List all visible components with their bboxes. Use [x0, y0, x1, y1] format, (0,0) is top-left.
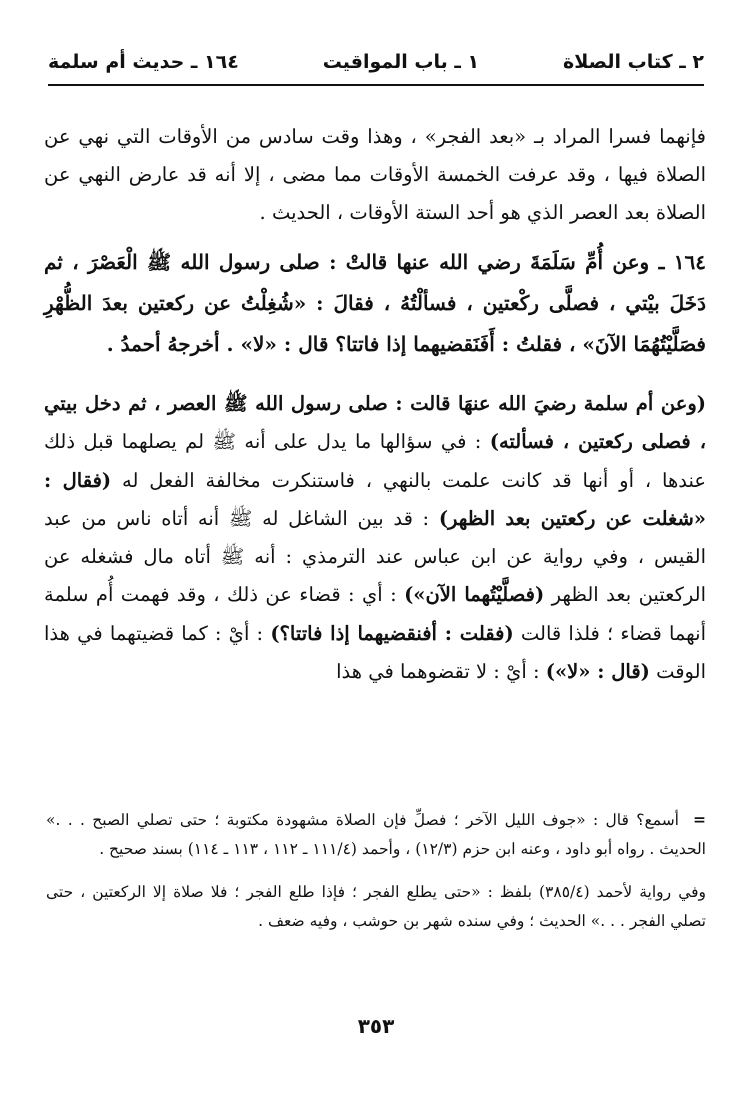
commentary-quote-5: (قال : «لا»): [545, 660, 650, 684]
header-hadith-reference: ١٦٤ ـ حديث أم سلمة: [48, 51, 239, 73]
hadith-number: ١٦٤ ـ: [658, 250, 706, 274]
header-divider: [48, 84, 704, 86]
footnote-2: وفي رواية لأحمد (٣٨٥/٤) بلفظ : «حتى يطلع الفجر ؛ فإذا طلع الفجر ؛ فلا صلاة إلا الركعتين ، حتى تصلي الفجر . . .» الحديث ؛ وفي سنده شهر بن حوشب ، وفيه ضعف .: [46, 883, 707, 930]
header-chapter-title: ١ ـ باب المواقيت: [322, 51, 480, 73]
footnote-1-text: أسمع؟ قال : «جوف الليل الآخر ؛ فصلِّ فإن الصلاة مشهودة مكتوبة ؛ حتى تصلي الصبح . . .» الحديث . رواه أبو داود ، وعنه ابن حزم (١٢/٣) ، وأحمد (١١١/٤ ـ ١١٢ ، ١١٣ ـ ١١٤) بسند صحيح .: [46, 811, 706, 858]
commentary-quote-1: (وعن أم سلمة رضيَ الله عنهَا قالت : صلى رسول الله ﷺ العصر ، ثم دخل بيتي ، فصلى ركعتين ، فسألته): [44, 392, 706, 454]
opening-paragraph: فإنهما فسرا المراد بـ «بعد الفجر» ، وهذا وقت سادس من الأوقات التي نهي عن الصلاة فيها ، وقد عرفت الخمسة الأوقات مما مضى ، إلا أنه قد عارض النهي عن الصلاة بعد العصر الذي هو أحد الستة الأوقات ، الحديث .: [44, 125, 706, 224]
commentary-text-2: : قد بين الشاغل له ﷺ أنه أتاه ناس من عبد القيس ، وفي رواية عن ابن عباس عند الترمذي : أنه ﷺ أتاه مال فشغله عن الركعتين بعد الظهر: [44, 506, 706, 607]
header-book-title: ٢ ـ كتاب الصلاة: [563, 51, 704, 73]
commentary-text-3: : أي : قضاء عن ذلك ، وقد فهمت أُم سلمة أنهما قضاء ؛ فلذا قالت: [44, 583, 706, 645]
commentary-paragraph: [44, 385, 706, 691]
commentary-quote-4: (فقلت : أفنقضيهما إذا فاتتا؟): [270, 621, 514, 645]
footnote-continuation-mark: =: [693, 810, 706, 829]
hadith-text: وعن أُمِّ سَلَمَةَ رضي الله عنها قالتْ : صلى رسول الله ﷺ الْعَصْرَ ، ثم دَخَلَ بيْتي ، فصلَّى ركْعتين ، فسألْتُهُ ، فقالَ : «شُغِلْتُ عن ركعتين بعدَ الظُّهْرِ فصَلَّيْتُهُمَا الآنَ» ، فقلتُ : أَفَنَقضيهما إذا فاتتا؟ قال : «لا» . أخرجهُ أحمدُ .: [44, 250, 707, 356]
commentary-quote-2: (فقال : «شغلت عن ركعتين بعد الظهر): [44, 468, 706, 530]
footnote-divider: [48, 795, 704, 796]
commentary-text-5: : أيْ : لا تقضوهما في هذا: [336, 660, 546, 684]
commentary-quote-3: (فصلَّيْتُهما الآن»): [404, 583, 545, 607]
footnote-1: [46, 805, 706, 864]
commentary-text-1: : في سؤالها ما يدل على أنه ﷺ لم يصلهما قبل ذلك عندها ، أو أنها قد كانت علمت بالنهي ، فاستنكرت مخالفة الفعل له: [44, 430, 706, 492]
main-text: [44, 118, 706, 691]
running-header: [48, 44, 704, 80]
hadith-paragraph: [44, 242, 706, 365]
commentary-text-4: : أيْ : كما قضيتهما في هذا الوقت: [44, 621, 706, 684]
footnotes: [46, 805, 706, 936]
page-number: ٣٥٣: [357, 1014, 395, 1038]
